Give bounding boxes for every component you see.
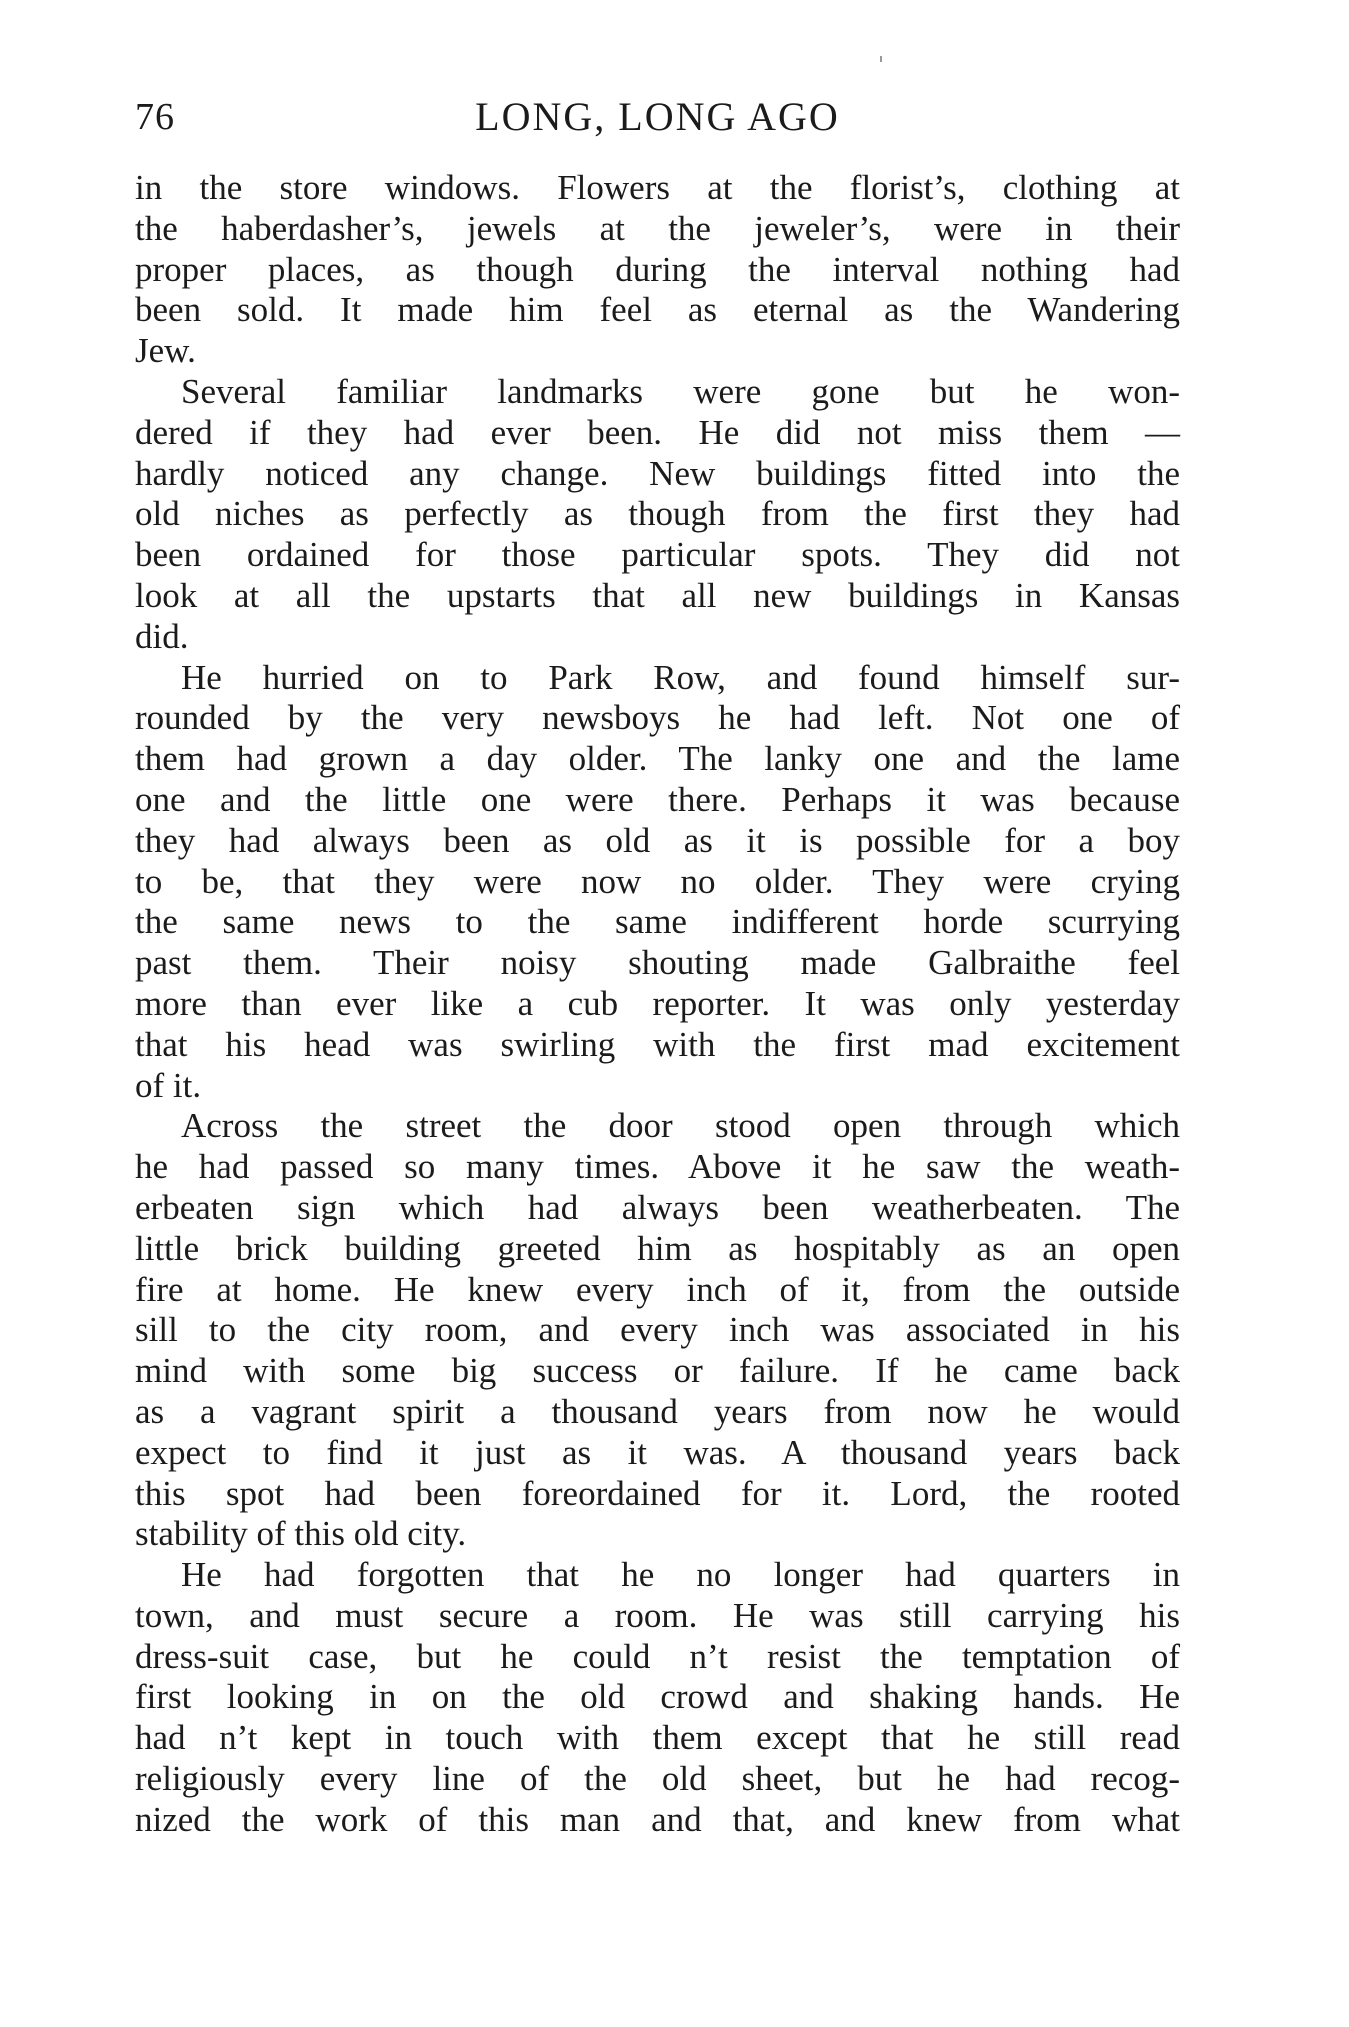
text-line: old niches as perfectly as though from the first they had xyxy=(135,494,1180,534)
paragraph-start-line: He had forgotten that he no longer had quarters in xyxy=(181,1555,1180,1595)
text-line: little brick building greeted him as hospitably as an open xyxy=(135,1228,1180,1268)
text-line: the haberdasher’s, jewels at the jeweler’s, were in their xyxy=(135,208,1180,248)
text-line: mind with some big success or failure. If he came back xyxy=(135,1351,1180,1391)
text-line: they had always been as old as it is possible for a boy xyxy=(135,820,1180,860)
text-line: did. xyxy=(135,616,189,656)
text-line: hardly noticed any change. New buildings fitted into the xyxy=(135,453,1180,493)
text-line: fire at home. He knew every inch of it, from the outside xyxy=(135,1269,1180,1309)
text-line: the same news to the same indifferent horde scurrying xyxy=(135,902,1180,942)
print-speck xyxy=(880,56,882,62)
text-line: been ordained for those particular spots. They did not xyxy=(135,535,1180,575)
text-line: first looking in on the old crowd and shaking hands. He xyxy=(135,1677,1180,1717)
text-line: rounded by the very newsboys he had left. Not one of xyxy=(135,698,1180,738)
text-line: to be, that they were now no older. They were crying xyxy=(135,861,1180,901)
paragraph-start-line: Across the street the door stood open through which xyxy=(181,1106,1180,1146)
text-line: of it. xyxy=(135,1065,202,1105)
text-line: one and the little one were there. Perhaps it was because xyxy=(135,779,1180,819)
text-line: sill to the city room, and every inch was associated in his xyxy=(135,1310,1180,1350)
text-line: stability of this old city. xyxy=(135,1514,467,1554)
text-line: dered if they had ever been. He did not miss them — xyxy=(135,412,1180,452)
text-line: nized the work of this man and that, and knew from what xyxy=(135,1799,1180,1839)
text-line: had n’t kept in touch with them except that he still read xyxy=(135,1718,1180,1758)
body-text xyxy=(135,168,1180,1841)
text-line: religiously every line of the old sheet, but he had recog- xyxy=(135,1759,1180,1799)
text-line: town, and must secure a room. He was still carrying his xyxy=(135,1595,1180,1635)
text-line: as a vagrant spirit a thousand years from now he would xyxy=(135,1391,1180,1431)
page-number: 76 xyxy=(135,96,175,138)
text-line: been sold. It made him feel as eternal as the Wandering xyxy=(135,290,1180,330)
text-line: in the store windows. Flowers at the florist’s, clothing at xyxy=(135,168,1180,207)
text-line: this spot had been foreordained for it. Lord, the rooted xyxy=(135,1473,1180,1513)
text-line: dress-suit case, but he could n’t resist the temptation of xyxy=(135,1636,1180,1676)
text-line: them had grown a day older. The lanky one and the lame xyxy=(135,739,1180,779)
page-header xyxy=(135,92,1180,142)
paragraph-start-line: He hurried on to Park Row, and found himself sur- xyxy=(181,657,1180,697)
text-line: expect to find it just as it was. A thousand years back xyxy=(135,1432,1180,1472)
text-line: look at all the upstarts that all new buildings in Kansas xyxy=(135,575,1180,615)
text-line: that his head was swirling with the first mad excitement xyxy=(135,1024,1180,1064)
text-line: erbeaten sign which had always been weatherbeaten. The xyxy=(135,1187,1180,1227)
running-title: LONG, LONG AGO xyxy=(475,94,840,139)
text-line: more than ever like a cub reporter. It was only yesterday xyxy=(135,983,1180,1023)
text-line: he had passed so many times. Above it he saw the weath- xyxy=(135,1147,1180,1187)
text-line: past them. Their noisy shouting made Galbraithe feel xyxy=(135,943,1180,983)
text-line: Jew. xyxy=(135,331,196,371)
text-line: proper places, as though during the interval nothing had xyxy=(135,249,1180,289)
paragraph-start-line: Several familiar landmarks were gone but he won- xyxy=(181,371,1180,411)
